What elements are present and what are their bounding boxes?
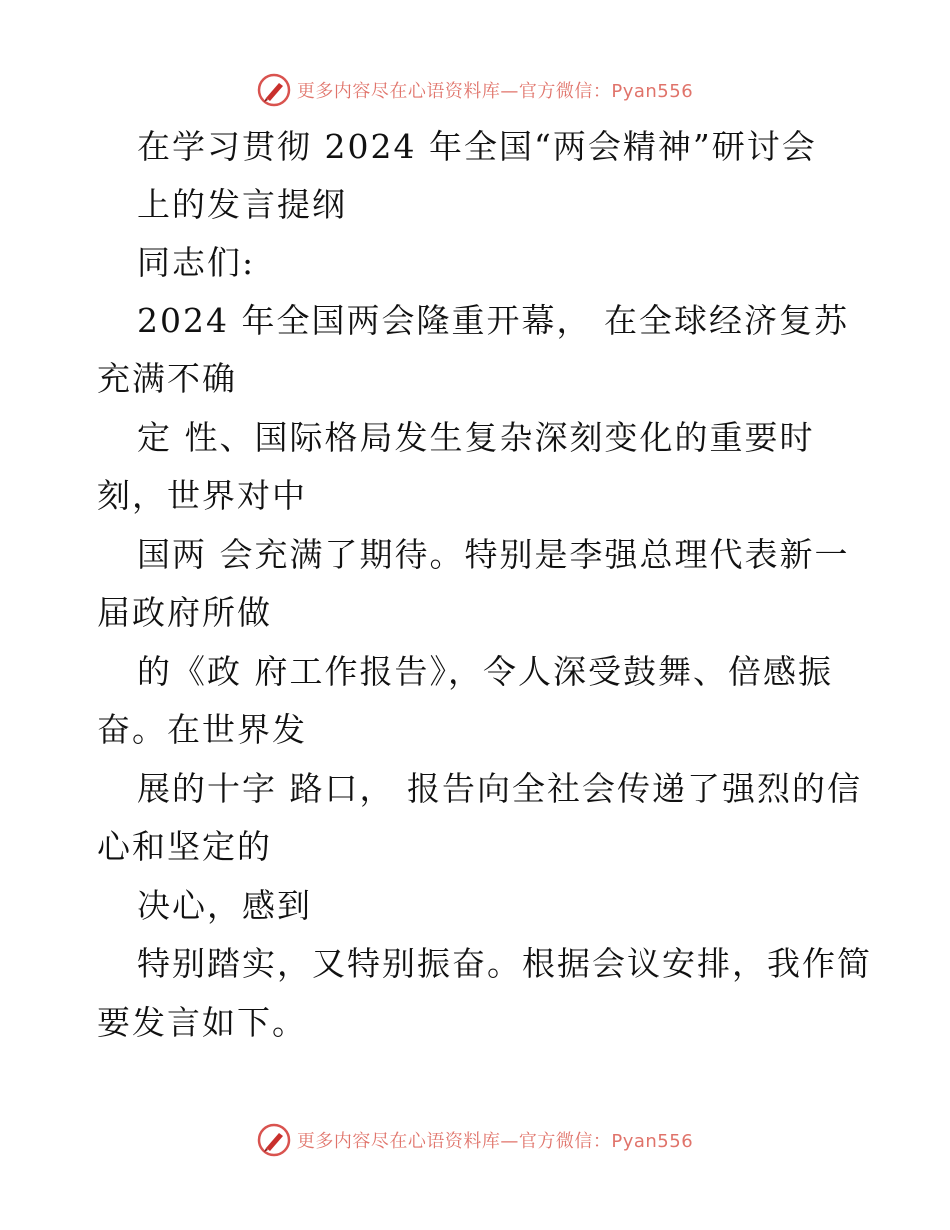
- body-line: 充满不确: [97, 359, 237, 398]
- body-line: 刻，世界对中: [97, 476, 307, 515]
- pen-logo-icon: [257, 1123, 291, 1157]
- body-line: 的《政 府工作报告》，令人深受鼓舞、倍感振: [137, 652, 833, 691]
- body-line: 特别踏实，又特别振奋。根据会议安排，我作简: [137, 944, 872, 983]
- watermark-text: 更多内容尽在心语资料库—官方微信：Pyan556: [296, 1131, 694, 1152]
- footer-watermark: [0, 1120, 950, 1160]
- watermark-text: 更多内容尽在心语资料库—官方微信：Pyan556: [296, 81, 694, 102]
- body-line: 届政府所做: [97, 593, 272, 632]
- title-line-1: 在学习贯彻 2024 年全国“两会精神”研讨会: [137, 127, 817, 166]
- pen-logo-icon: [257, 73, 291, 107]
- title-line-2: 上的发言提纲: [137, 185, 347, 224]
- body-line: 心和坚定的: [97, 827, 272, 866]
- body-line: 定 性、国际格局发生复杂深刻变化的重要时: [137, 418, 815, 457]
- body-line: 2024 年全国两会隆重开幕， 在全球经济复苏: [137, 301, 849, 340]
- body-line: 要发言如下。: [97, 1003, 307, 1042]
- header-watermark: [0, 70, 950, 110]
- body-line: 决心，感到: [137, 886, 312, 925]
- body-line: 奋。在世界发: [97, 710, 307, 749]
- body-line: 展的十字 路口， 报告向全社会传递了强烈的信: [137, 769, 862, 808]
- body-line: 国两 会充满了期待。特别是李强总理代表新一: [137, 535, 850, 574]
- salutation: 同志们:: [137, 243, 256, 282]
